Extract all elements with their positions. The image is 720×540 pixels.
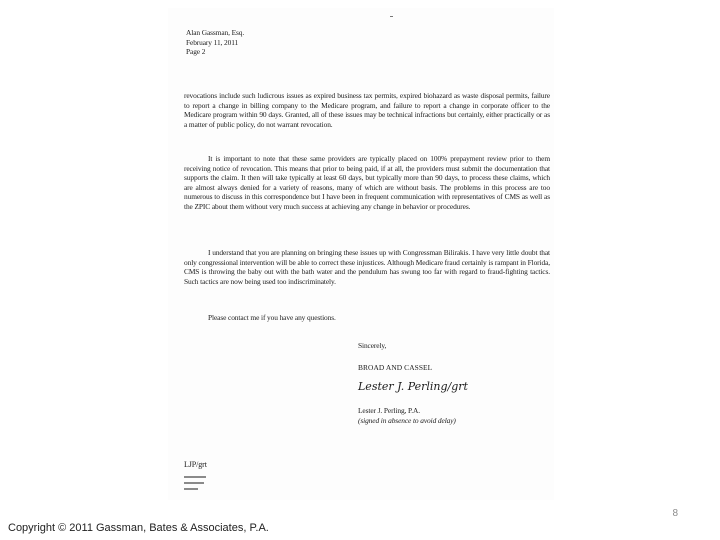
document-code-line [184, 476, 206, 478]
date-line: February 11, 2011 [186, 37, 239, 47]
handwritten-signature: Lester J. Perling/grt [358, 380, 468, 393]
paragraph-contact: Please contact me if you have any questions. [208, 313, 336, 322]
salutation: Sincerely, [358, 341, 387, 350]
firm-name: BROAD AND CASSEL [358, 363, 433, 372]
page-number: 8 [672, 508, 678, 519]
scan-speck [390, 16, 393, 17]
scanned-letter-page [168, 8, 554, 500]
copyright-notice: Copyright © 2011 Gassman, Bates & Associates, P.A. [8, 522, 269, 534]
signer-name: Lester J. Perling, P.A. [358, 406, 420, 415]
page-line: Page 2 [186, 47, 206, 57]
letter-header [186, 28, 386, 57]
signature-note: (signed in absence to avoid delay) [358, 416, 456, 425]
paragraph-prepayment-review: It is important to note that these same providers are typically placed on 100% prepayment review prior to them receiving notice of revocation. This means that prior to being paid, if at all, the providers must submit the documentation that supports the claim. It then will take typically at least 60 days, but typically more than 90 days, to process these claims, which are almost always denied for a variety of reasons, many of which are without basis. The problems in this process are too numerous to discuss in this correspondence but I have been in frequent communication with representatives of CMS as well as the ZPIC about them without very much success at achieving any change in behavior or procedures. [184, 154, 550, 211]
paragraph-revocations: revocations include such ludicrous issues as expired business tax permits, expired biohazard as waste disposal permits, failure to report a change in billing company to the Medicare program, and failure to report a change in corporate officer to the Medicare program within 90 days. Granted, all of these issues may be technical infractions but certainly, either practically or as a matter of public policy, do not warrant revocation. [184, 91, 550, 129]
paragraph-congressman: I understand that you are planning on bringing these issues up with Congressman Bilirakis. I have very little doubt that only congressional intervention will be able to correct these injustices. Although Medicare fraud certainly is rampant in Florida, CMS is throwing the baby out with the bath water and the pendulum has swung too far with regard to fraud-fighting tactics. Such tactics are now being used too indiscriminately. [184, 248, 550, 286]
document-code-line [184, 482, 204, 484]
typist-initials: LJP/grt [184, 460, 207, 469]
recipient-line: Alan Gassman, Esq. [186, 28, 245, 37]
document-code-line [184, 488, 198, 490]
